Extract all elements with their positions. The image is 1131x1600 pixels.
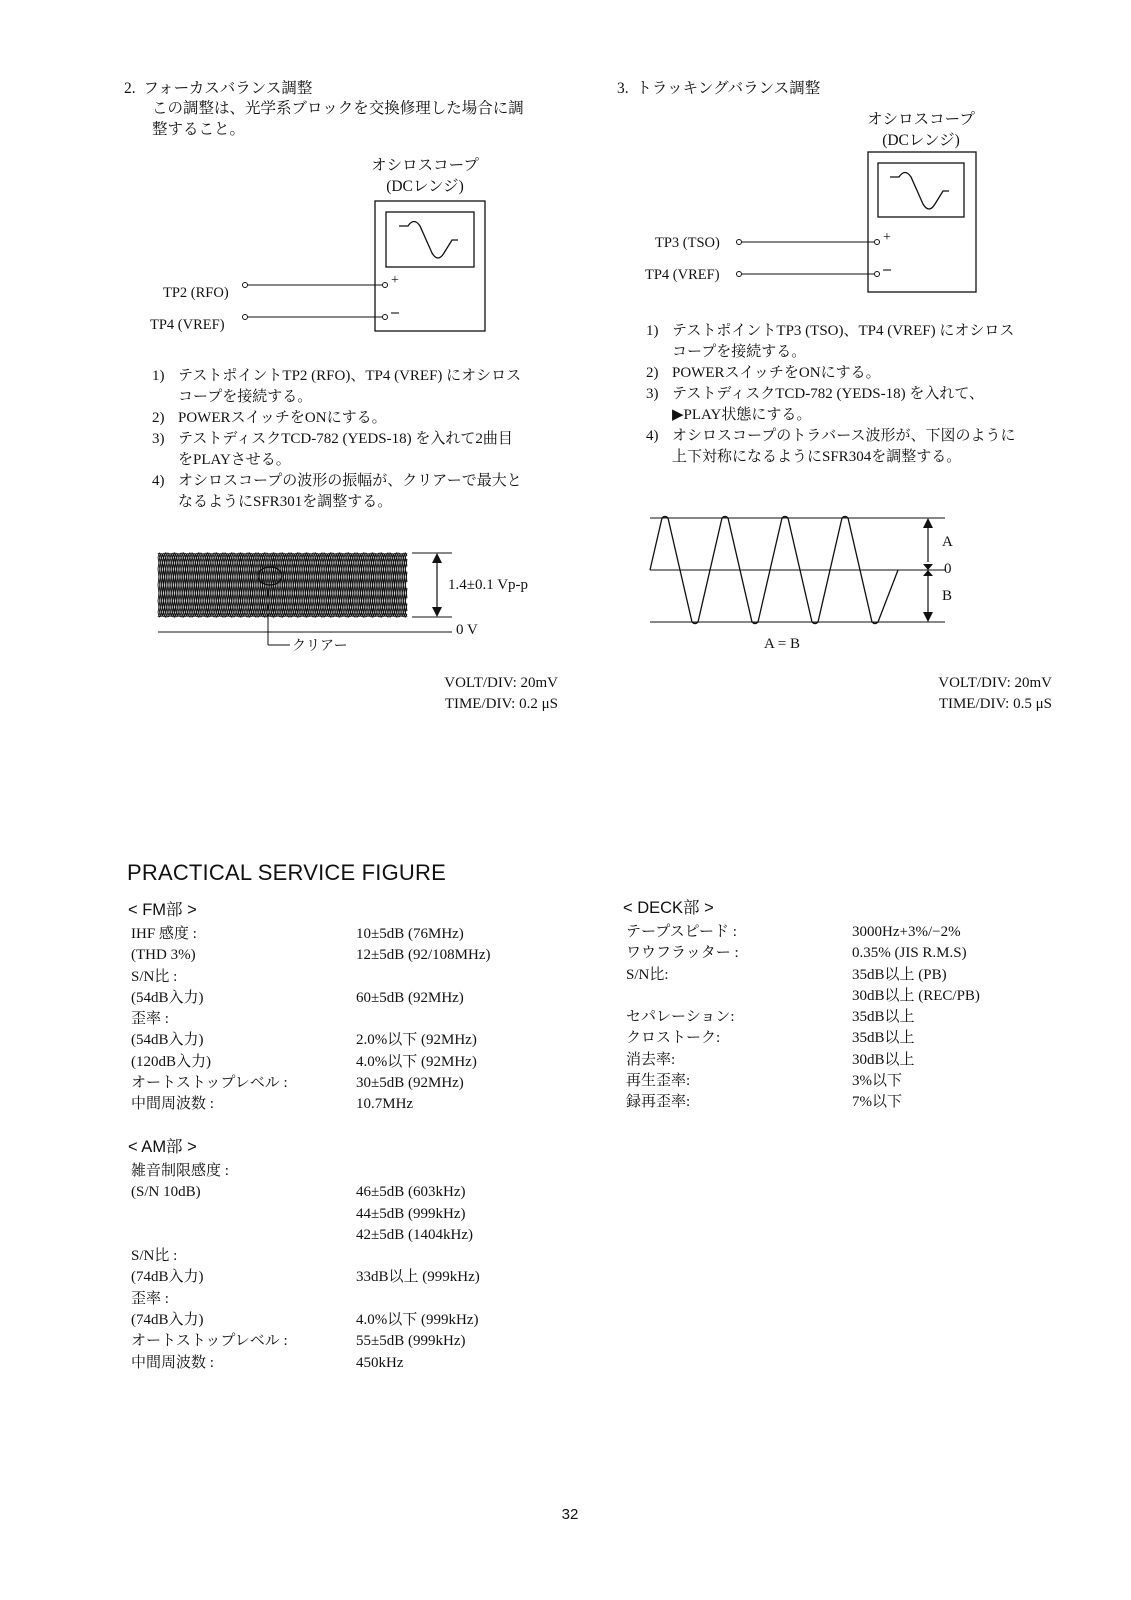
step-number: 4) [646, 428, 659, 444]
spec-row [626, 986, 1066, 1007]
volt-div-setting: VOLT/DIV: 20mV [938, 675, 1052, 691]
spec-key: セパレーション: [626, 1009, 735, 1026]
tracking-step [646, 363, 1076, 384]
step-line: をPLAYさせる。 [178, 452, 291, 468]
probe-minus-label: TP4 (VREF) [645, 267, 720, 283]
label-b: B [942, 588, 953, 604]
spec-value: 450kHz [356, 1354, 404, 1371]
scope-label-line2: (DCレンジ) [882, 132, 960, 149]
step-line: 上下対称になるようにSFR304を調整する。 [672, 449, 962, 465]
probe-plus-terminal [737, 240, 742, 245]
scope-minus-terminal [875, 272, 880, 277]
spec-value: 4.0%以下 (999kHz) [356, 1312, 479, 1329]
step-number: 3) [646, 386, 659, 402]
focus-heading [124, 76, 312, 98]
focus-intro-line: 整すること。 [152, 121, 246, 138]
plus-sign: + [391, 273, 399, 288]
spec-key: S/N比 : [131, 1248, 178, 1265]
step-line: なるようにSFR301を調整する。 [178, 494, 393, 510]
spec-row [131, 1182, 581, 1203]
oscilloscope-screen [386, 212, 474, 267]
deck-spec-table [626, 922, 1066, 1114]
step-line: テストディスクTCD-782 (YEDS-18) を入れて2曲目 [178, 431, 513, 447]
zero-volt-label: 0 V [456, 622, 478, 638]
spec-key: 中間周波数 : [131, 1096, 214, 1113]
focus-scope-label [360, 155, 490, 197]
scope-minus-terminal [383, 315, 388, 320]
spec-key: オートストップレベル : [131, 1333, 288, 1350]
focus-step [152, 408, 572, 429]
focus-step [152, 366, 572, 408]
tracking-step [646, 321, 1076, 363]
step-number: 1) [152, 368, 165, 384]
focus-steps [152, 366, 572, 513]
spec-value: 12±5dB (92/108MHz) [356, 947, 491, 964]
spec-key: S/N比: [626, 966, 669, 983]
spec-row [131, 924, 581, 945]
amplitude-label: 1.4±0.1 Vp-p [448, 577, 529, 593]
spec-row [131, 1204, 581, 1225]
probe-minus-terminal [737, 272, 742, 277]
spec-key: IHF 感度 : [131, 926, 197, 942]
spec-row [131, 1094, 581, 1115]
spec-value: 44±5dB (999kHz) [356, 1205, 466, 1222]
spec-key: (S/N 10dB) [131, 1184, 201, 1201]
scope-label-line1: オシロスコープ [371, 157, 479, 174]
spec-row [626, 922, 1066, 943]
step-number: 4) [152, 473, 165, 489]
volt-div-setting: VOLT/DIV: 20mV [444, 675, 558, 691]
tracking-scope-settings [870, 673, 1052, 715]
spec-key: 歪率 : [131, 1011, 169, 1028]
spec-key: S/N比 : [131, 968, 178, 985]
spec-row [131, 1030, 581, 1051]
sine-wave-icon [890, 173, 949, 210]
focus-step [152, 471, 572, 513]
spec-row [626, 1071, 1066, 1092]
step-number: 2) [152, 410, 165, 426]
tracking-step [646, 426, 1076, 468]
spec-value: 10.7MHz [356, 1096, 414, 1113]
deck-section-title: < DECK部 > [623, 899, 714, 917]
spec-key: (THD 3%) [131, 947, 196, 964]
spec-key: 再生歪率: [626, 1073, 691, 1090]
spec-row [131, 1246, 581, 1267]
spec-value: 55±5dB (999kHz) [356, 1333, 466, 1350]
spec-row [131, 1310, 581, 1331]
spec-value: 35dB以上 (PB) [852, 966, 947, 983]
spec-row [131, 967, 581, 988]
step-line: オシロスコープの波形の振幅が、クリアーで最大と [178, 473, 522, 489]
practical-service-figure-title: PRACTICAL SERVICE FIGURE [127, 860, 446, 885]
probe-plus-label: TP3 (TSO) [655, 235, 720, 251]
spec-value: 3000Hz+3%/−2% [852, 924, 961, 940]
tracking-heading-number: 3. [617, 80, 629, 97]
tracking-heading [617, 76, 820, 98]
spec-value: 2.0%以下 (92MHz) [356, 1032, 477, 1049]
eye-pattern-traces [158, 553, 407, 617]
oscilloscope-body [868, 152, 976, 292]
spec-value: 4.0%以下 (92MHz) [356, 1053, 477, 1070]
spec-key: 中間周波数 : [131, 1354, 214, 1371]
tracking-steps [646, 321, 1076, 468]
time-div-setting: TIME/DIV: 0.5 μS [938, 696, 1052, 712]
am-spec-table [131, 1161, 581, 1374]
step-line: テストポイントTP3 (TSO)、TP4 (VREF) にオシロス [672, 323, 1015, 339]
spec-key: (74dB入力) [131, 1312, 204, 1329]
spec-row [131, 1289, 581, 1310]
spec-key: ワウフラッター : [626, 945, 739, 962]
focus-intro-line: この調整は、光学系ブロックを交換修理した場合に調 [152, 100, 524, 117]
spec-value: 30dB以上 [852, 1051, 915, 1068]
spec-row [131, 1331, 581, 1352]
arrow-down-icon [432, 607, 442, 617]
tracking-heading-text: トラッキングバランス調整 [636, 80, 821, 97]
am-section-title: < AM部 > [128, 1138, 197, 1156]
spec-row [131, 945, 581, 966]
spec-key: (54dB入力) [131, 989, 204, 1006]
spec-key: オートストップレベル : [131, 1075, 288, 1092]
spec-value: 7%以下 [852, 1094, 902, 1111]
spec-row [131, 1073, 581, 1094]
spec-key: (54dB入力) [131, 1032, 204, 1049]
label-zero: 0 [944, 561, 952, 577]
spec-row [626, 1050, 1066, 1071]
fm-spec-table [131, 924, 581, 1116]
spec-value: 30±5dB (92MHz) [356, 1075, 464, 1092]
step-line: POWERスイッチをONにする。 [672, 365, 881, 381]
spec-row [131, 1267, 581, 1288]
spec-row [626, 1028, 1066, 1049]
focus-scope-settings [380, 673, 558, 715]
tracking-scope-label [856, 109, 986, 151]
focus-intro [152, 98, 524, 140]
scope-label-line2: (DCレンジ) [386, 178, 464, 195]
spec-key: 消去率: [626, 1051, 676, 1068]
arrow-down-icon [923, 612, 933, 622]
time-div-setting: TIME/DIV: 0.2 μS [444, 696, 558, 712]
spec-row [131, 1353, 581, 1374]
spec-row [131, 988, 581, 1009]
arrow-down-icon [923, 564, 933, 570]
spec-value: 10±5dB (76MHz) [356, 926, 464, 942]
step-number: 2) [646, 365, 659, 381]
probe-plus-terminal [243, 283, 248, 288]
step-line: オシロスコープのトラバース波形が、下図のように [672, 428, 1016, 444]
spec-key: (74dB入力) [131, 1269, 204, 1286]
scope-label-line1: オシロスコープ [867, 111, 975, 128]
spec-key: 歪率 : [131, 1290, 169, 1307]
a-equals-b-label: A = B [764, 636, 800, 652]
probe-minus-terminal [243, 315, 248, 320]
spec-row [131, 1161, 581, 1182]
oscilloscope-screen [878, 163, 964, 217]
step-line: コープを接続する。 [672, 344, 807, 360]
step-line: テストディスクTCD-782 (YEDS-18) を入れて、 [672, 386, 985, 402]
step-line: テストポイントTP2 (RFO)、TP4 (VREF) にオシロス [178, 368, 522, 384]
spec-row [131, 1052, 581, 1073]
arrow-up-icon [432, 553, 442, 563]
rf-eye-pattern-waveform [150, 545, 590, 665]
arrow-up-icon [923, 570, 933, 576]
spec-key: クロストーク: [626, 1030, 721, 1047]
spec-value: 60±5dB (92MHz) [356, 989, 464, 1006]
traverse-waveform [645, 510, 955, 635]
plus-sign: + [883, 230, 891, 245]
spec-value: 42±5dB (1404kHz) [356, 1226, 473, 1243]
sine-wave-icon [399, 222, 458, 259]
label-a: A [942, 534, 953, 550]
probe-minus-label: TP4 (VREF) [150, 317, 225, 333]
step-line: POWERスイッチをONにする。 [178, 410, 387, 426]
scope-plus-terminal [875, 240, 880, 245]
step-number: 1) [646, 323, 659, 339]
spec-value: 0.35% (JIS R.M.S) [852, 945, 967, 962]
step-line: コープを接続する。 [178, 389, 313, 405]
fm-section-title: < FM部 > [128, 901, 197, 919]
spec-value: 46±5dB (603kHz) [356, 1184, 466, 1201]
tracking-step [646, 384, 1076, 426]
spec-value: 35dB以上 [852, 1030, 915, 1047]
spec-row [131, 1009, 581, 1030]
spec-key: (120dB入力) [131, 1053, 211, 1070]
spec-value: 30dB以上 (REC/PB) [852, 987, 980, 1004]
focus-heading-text: フォーカスバランス調整 [143, 80, 313, 97]
spec-row [626, 1092, 1066, 1113]
spec-row [131, 1225, 581, 1246]
step-number: 3) [152, 431, 165, 447]
oscilloscope-body [375, 201, 485, 331]
spec-key: 録再歪率: [626, 1094, 691, 1111]
step-line: ▶PLAY状態にする。 [672, 407, 812, 423]
spec-key: 雑音制限感度 : [131, 1163, 229, 1179]
spec-value: 3%以下 [852, 1073, 902, 1090]
spec-row [626, 965, 1066, 986]
spec-row [626, 1007, 1066, 1028]
probe-plus-label: TP2 (RFO) [163, 285, 229, 301]
focus-heading-number: 2. [124, 80, 136, 97]
spec-row [626, 943, 1066, 964]
clear-label: クリアー [292, 639, 348, 654]
page-number: 32 [561, 1506, 579, 1523]
spec-value: 33dB以上 (999kHz) [356, 1269, 480, 1286]
spec-key: テープスピード : [626, 924, 737, 940]
scope-plus-terminal [383, 283, 388, 288]
spec-value: 35dB以上 [852, 1009, 915, 1026]
arrow-up-icon [923, 518, 933, 528]
focus-step [152, 429, 572, 471]
